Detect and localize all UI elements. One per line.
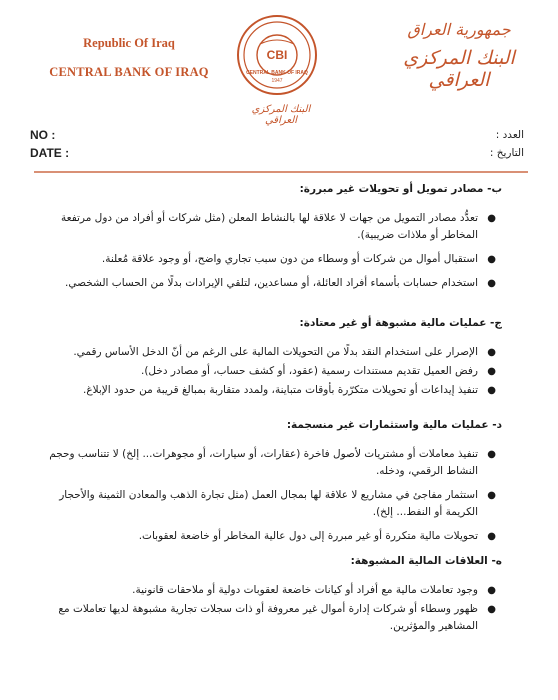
svg-text:CENTRAL BANK OF IRAQ: CENTRAL BANK OF IRAQ: [246, 70, 308, 76]
country-name-english: Republic Of Iraq: [83, 36, 175, 50]
reference-fields-english: [30, 126, 69, 162]
seal-caption: البنك المركزي العراقي: [251, 104, 311, 126]
section-list: [30, 210, 522, 292]
list-item: ● تنفيذ إيداعات أو تحويلات متكرّرة بأوقات متباينة، ولمدد متقاربة بمبالغ قريبة من حدود الإبلاغ.: [30, 382, 522, 399]
bank-name-english: CENTRAL BANK OF IRAQ: [49, 65, 209, 79]
bullet-icon: ●: [487, 531, 496, 542]
section-heading: ب- مصادر تمويل أو تحويلات غير مبررة:: [299, 183, 502, 195]
bullet-icon: ●: [487, 490, 496, 501]
bank-name-arabic: البنك المركزي العراقي: [403, 47, 515, 91]
list-item: ● تنفيذ معاملات أو مشتريات لأصول فاخرة (عقارات، أو سيارات، أو مجوهرات... إلخ) لا تتناسب وحجم النشاط الرقمي، ودخله.: [49, 448, 496, 477]
list-item: ● تعدُّد مصادر التمويل من جهات لا علاقة لها بالنشاط المعلن (مثل شركات أو أفراد من دول مرتفعة المخاطر أو ملاذات ضريبية).: [61, 212, 496, 241]
bullet-icon: ●: [487, 449, 496, 460]
letterhead-arabic: [384, 20, 534, 91]
bullet-icon: ●: [487, 385, 496, 396]
bullet-icon: ●: [487, 604, 496, 615]
date-label-arabic: التاريخ :: [489, 147, 524, 159]
reference-fields-arabic: [490, 126, 524, 162]
list-item: ● تحويلات مالية متكررة أو غير مبررة إلى دول عالية المخاطر أو خاضعة لعقوبات.: [30, 528, 522, 545]
date-label: DATE :: [30, 146, 70, 160]
section-heading: ه- العلاقات المالية المشبوهة:: [350, 555, 502, 567]
section-list: [30, 446, 522, 545]
cbi-seal-logo: [236, 14, 318, 96]
bullet-icon: ●: [487, 347, 496, 358]
country-name-arabic: جمهورية العراق: [407, 20, 511, 39]
bullet-icon: ●: [487, 278, 496, 289]
bullet-icon: ●: [487, 366, 496, 377]
bullet-icon: ●: [487, 254, 496, 265]
number-label-arabic: العدد :: [495, 129, 524, 141]
bullet-icon: ●: [487, 213, 496, 224]
svg-text:1947: 1947: [271, 78, 283, 84]
list-item: ● رفض العميل تقديم مستندات رسمية (عقود، أو كشف حساب، أو مصادر دخل).: [30, 363, 522, 380]
list-item: ● استثمار مفاجئ في مشاريع لا علاقة لها بمجال العمل (مثل تجارة الذهب والمعادن الثمينة والأحجار الكريمة أو النفط... إلخ).: [59, 489, 496, 518]
list-item: ● الإصرار على استخدام النقد بدلًا من التحويلات المالية على الرغم من أنّ الدخل الأساس رقمي.: [30, 344, 522, 361]
section-list: [30, 344, 522, 399]
letter-body: [30, 181, 522, 637]
section-heading: د- عمليات مالية واستثمارات غير منسجمة:: [286, 419, 502, 431]
header-divider: [34, 171, 528, 173]
number-label: NO :: [30, 128, 56, 142]
section-list: [30, 582, 522, 635]
section-heading: ج- عمليات مالية مشبوهة أو غير معتادة:: [299, 317, 502, 329]
list-item: ● استقبال أموال من شركات أو وسطاء من دون سبب تجاري واضح، أو وجود علاقة مُعلنة.: [30, 251, 522, 268]
bullet-icon: ●: [487, 585, 496, 596]
list-item: ● ظهور وسطاء أو شركات إدارة أموال غير معروفة أو ذات سجلات تجارية مشبوهة لديها تعاملات مع المشاهير والمؤثرين.: [58, 603, 496, 632]
list-item: ● وجود تعاملات مالية مع أفراد أو كيانات خاضعة لعقوبات دولية أو ملاحقات قانونية.: [30, 582, 522, 599]
list-item: ● استخدام حسابات بأسماء أفراد العائلة، أو مساعدين، لتلقي الإيرادات بدلًا من الحساب الشخصي.: [30, 275, 522, 292]
svg-text:CBI: CBI: [266, 48, 288, 62]
letterhead-english: [44, 36, 214, 80]
